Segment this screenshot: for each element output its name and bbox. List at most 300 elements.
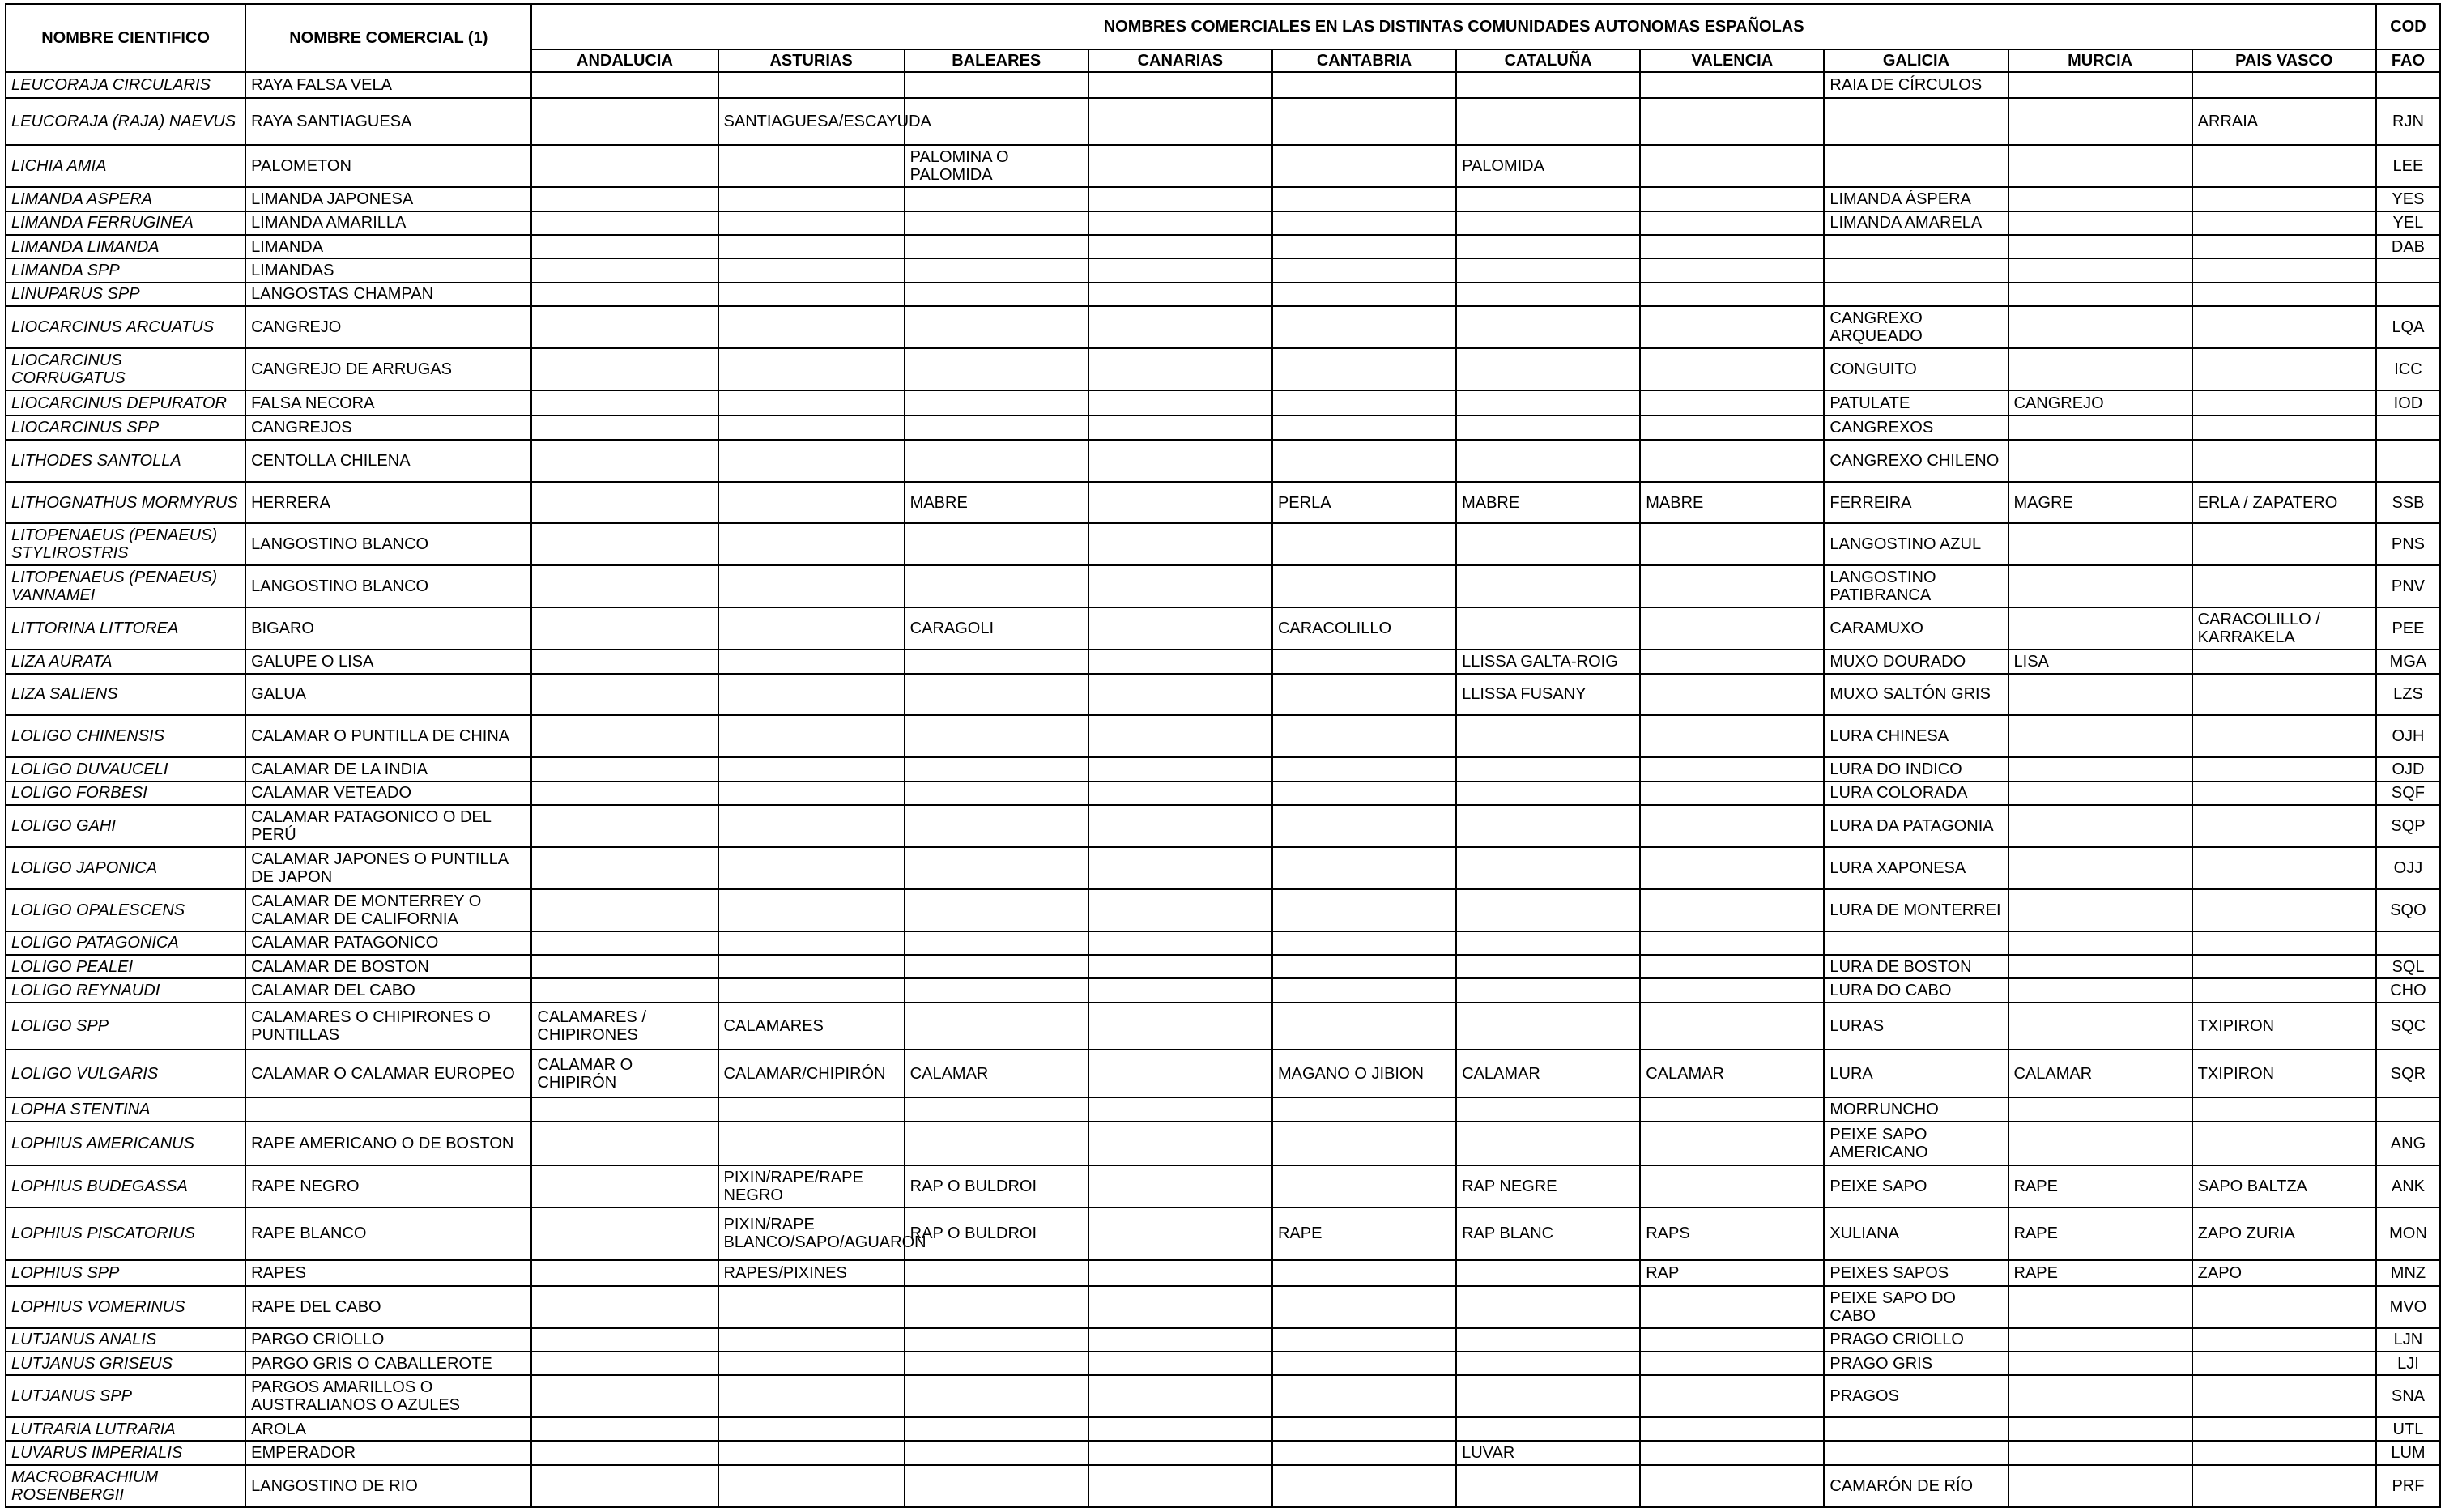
regional-name-cell: TXIPIRON [2192, 1003, 2376, 1050]
regional-name-cell [718, 1122, 905, 1165]
commercial-name-cell: LANGOSTINO DE RIO [245, 1465, 531, 1507]
table-row [6, 235, 2440, 258]
table-row [6, 757, 2440, 781]
regional-name-cell: CAMARÓN DE RÍO [1824, 1465, 2008, 1507]
regional-name-cell [2008, 978, 2192, 1002]
regional-name-cell [718, 390, 905, 416]
regional-name-cell [2008, 805, 2192, 847]
header-commercial-name: NOMBRE COMERCIAL (1) [245, 4, 531, 72]
commercial-name-cell: CALAMAR JAPONES O PUNTILLA DE JAPON [245, 847, 531, 889]
commercial-name-cell: CANGREJOS [245, 415, 531, 439]
regional-name-cell: MUXO DOURADO [1824, 650, 2008, 673]
commercial-name-cell: CALAMAR O PUNTILLA DE CHINA [245, 715, 531, 757]
regional-name-cell [1640, 235, 1824, 258]
regional-name-cell [1640, 1003, 1824, 1050]
regional-name-cell [2192, 931, 2376, 955]
regional-name-cell [2192, 565, 2376, 607]
regional-name-cell [1456, 1003, 1640, 1050]
regional-name-cell [905, 955, 1088, 978]
regional-name-cell [718, 607, 905, 650]
table-row [6, 1441, 2440, 1464]
regional-name-cell [905, 1352, 1088, 1375]
regional-name-cell [1640, 187, 1824, 211]
regional-name-cell [2192, 187, 2376, 211]
regional-name-cell: CONGUITO [1824, 348, 2008, 390]
regional-name-cell: PALOMIDA [1456, 145, 1640, 187]
regional-name-cell [1640, 955, 1824, 978]
regional-name-cell [905, 211, 1088, 235]
header-fao: FAO [2376, 49, 2440, 72]
regional-name-cell [531, 145, 718, 187]
regional-name-cell [531, 931, 718, 955]
regional-name-cell [1088, 650, 1272, 673]
fao-code-cell: SQP [2376, 805, 2440, 847]
commercial-name-cell: LANGOSTINO BLANCO [245, 565, 531, 607]
regional-name-cell [905, 757, 1088, 781]
regional-name-cell [1824, 235, 2008, 258]
fao-code-cell: MGA [2376, 650, 2440, 673]
regional-name-cell [1640, 440, 1824, 482]
regional-name-cell [1456, 187, 1640, 211]
regional-name-cell [1640, 1441, 1824, 1464]
regional-name-cell: RAP O BULDROI [905, 1207, 1088, 1260]
fao-code-cell: SQF [2376, 782, 2440, 805]
regional-name-cell [1640, 306, 1824, 348]
header-region: GALICIA [1824, 49, 2008, 72]
regional-name-cell [1088, 211, 1272, 235]
fao-code-cell: MON [2376, 1207, 2440, 1260]
scientific-name-cell: LUTJANUS GRISEUS [6, 1352, 245, 1375]
scientific-name-cell: LOLIGO CHINENSIS [6, 715, 245, 757]
regional-name-cell: MUXO SALTÓN GRIS [1824, 674, 2008, 716]
regional-name-cell [905, 782, 1088, 805]
table-row [6, 1417, 2440, 1441]
regional-name-cell [1640, 805, 1824, 847]
scientific-name-cell: LEUCORAJA CIRCULARIS [6, 72, 245, 98]
regional-name-cell [1456, 1286, 1640, 1328]
regional-name-cell [1640, 978, 1824, 1002]
regional-name-cell [1640, 1465, 1824, 1507]
regional-name-cell [905, 565, 1088, 607]
regional-name-cell: PIXIN/RAPE/RAPE NEGRO [718, 1165, 905, 1207]
scientific-name-cell: LIOCARCINUS DEPURATOR [6, 390, 245, 416]
header-region: ASTURIAS [718, 49, 905, 72]
regional-name-cell [1640, 715, 1824, 757]
table-row [6, 72, 2440, 98]
regional-name-cell [1824, 258, 2008, 282]
header-regional-names: NOMBRES COMERCIALES EN LAS DISTINTAS COMUNIDADES AUTONOMAS ESPAÑOLAS [531, 4, 2376, 49]
fao-code-cell: SQC [2376, 1003, 2440, 1050]
table-row [6, 98, 2440, 146]
regional-name-cell: CARACOLILLO [1272, 607, 1456, 650]
regional-name-cell [1088, 258, 1272, 282]
commercial-name-cell: RAPE AMERICANO O DE BOSTON [245, 1122, 531, 1165]
regional-name-cell: LLISSA FUSANY [1456, 674, 1640, 716]
regional-name-cell: PERLA [1272, 482, 1456, 524]
regional-name-cell [1640, 607, 1824, 650]
regional-name-cell [1088, 931, 1272, 955]
fao-code-cell: PNS [2376, 523, 2440, 565]
regional-name-cell [531, 1097, 718, 1121]
regional-name-cell [2192, 978, 2376, 1002]
regional-name-cell [1088, 715, 1272, 757]
regional-name-cell [2192, 674, 2376, 716]
regional-name-cell [2008, 847, 2192, 889]
regional-name-cell [1456, 211, 1640, 235]
regional-name-cell [1272, 440, 1456, 482]
regional-name-cell: CANGREXO ARQUEADO [1824, 306, 2008, 348]
table-row [6, 187, 2440, 211]
scientific-name-cell: LOLIGO VULGARIS [6, 1050, 245, 1097]
regional-name-cell [1640, 931, 1824, 955]
regional-name-cell [718, 715, 905, 757]
regional-name-cell [718, 258, 905, 282]
regional-name-cell: CALAMAR O CHIPIRÓN [531, 1050, 718, 1097]
regional-name-cell: CANGREXOS [1824, 415, 2008, 439]
regional-name-cell [1088, 1050, 1272, 1097]
regional-name-cell [1088, 1003, 1272, 1050]
regional-name-cell [1272, 715, 1456, 757]
table-row [6, 211, 2440, 235]
scientific-name-cell: LEUCORAJA (RAJA) NAEVUS [6, 98, 245, 146]
scientific-name-cell: LIOCARCINUS ARCUATUS [6, 306, 245, 348]
scientific-name-cell: LITOPENAEUS (PENAEUS) VANNAMEI [6, 565, 245, 607]
table-row [6, 1286, 2440, 1328]
regional-name-cell [718, 482, 905, 524]
regional-name-cell [1088, 482, 1272, 524]
regional-name-cell: CANGREJO [2008, 390, 2192, 416]
scientific-name-cell: LOLIGO REYNAUDI [6, 978, 245, 1002]
regional-name-cell [2008, 1286, 2192, 1328]
commercial-name-cell: CALAMARES O CHIPIRONES O PUNTILLAS [245, 1003, 531, 1050]
regional-name-cell [1824, 1441, 2008, 1464]
regional-name-cell: TXIPIRON [2192, 1050, 2376, 1097]
table-row [6, 1465, 2440, 1507]
regional-name-cell [531, 650, 718, 673]
regional-name-cell [1456, 757, 1640, 781]
regional-name-cell [2192, 283, 2376, 306]
regional-name-cell [2192, 650, 2376, 673]
table-row [6, 306, 2440, 348]
scientific-name-cell: LIMANDA LIMANDA [6, 235, 245, 258]
regional-name-cell [531, 1417, 718, 1441]
regional-name-cell [718, 782, 905, 805]
regional-name-cell [1088, 98, 1272, 146]
header-scientific-name: NOMBRE CIENTIFICO [6, 4, 245, 72]
table-row [6, 955, 2440, 978]
scientific-name-cell: LOLIGO OPALESCENS [6, 889, 245, 931]
regional-name-cell [1088, 1286, 1272, 1328]
regional-name-cell [2008, 1122, 2192, 1165]
regional-name-cell [531, 565, 718, 607]
regional-name-cell: PEIXE SAPO AMERICANO [1824, 1122, 2008, 1165]
regional-name-cell [1640, 1417, 1824, 1441]
regional-name-cell [2192, 440, 2376, 482]
regional-name-cell [531, 1165, 718, 1207]
commercial-name-cell: BIGARO [245, 607, 531, 650]
commercial-name-cell: RAYA FALSA VELA [245, 72, 531, 98]
commercial-name-cell: CALAMAR PATAGONICO [245, 931, 531, 955]
regional-name-cell [2008, 782, 2192, 805]
table-row [6, 1352, 2440, 1375]
regional-name-cell [1272, 565, 1456, 607]
regional-name-cell [1456, 258, 1640, 282]
regional-name-cell [1088, 1375, 1272, 1417]
fao-code-cell [2376, 415, 2440, 439]
table-row [6, 390, 2440, 416]
regional-name-cell [1272, 1165, 1456, 1207]
regional-name-cell [2192, 715, 2376, 757]
table-row [6, 1122, 2440, 1165]
commercial-name-cell: RAPE NEGRO [245, 1165, 531, 1207]
scientific-name-cell: MACROBRACHIUM ROSENBERGII [6, 1465, 245, 1507]
regional-name-cell [2192, 348, 2376, 390]
header-cod: COD [2376, 4, 2440, 49]
regional-name-cell [1640, 72, 1824, 98]
regional-name-cell [1088, 674, 1272, 716]
scientific-name-cell: LOPHIUS SPP [6, 1260, 245, 1286]
regional-name-cell: LUVAR [1456, 1441, 1640, 1464]
scientific-name-cell: LIZA AURATA [6, 650, 245, 673]
regional-name-cell [1272, 187, 1456, 211]
regional-name-cell [1272, 847, 1456, 889]
regional-name-cell: LURA DE MONTERREI [1824, 889, 2008, 931]
regional-name-cell [2192, 1122, 2376, 1165]
regional-name-cell [718, 72, 905, 98]
regional-name-cell [2192, 955, 2376, 978]
regional-name-cell: RAPE [2008, 1207, 2192, 1260]
regional-name-cell [1088, 440, 1272, 482]
regional-name-cell [1640, 674, 1824, 716]
header-region: CATALUÑA [1456, 49, 1640, 72]
regional-name-cell [718, 145, 905, 187]
regional-name-cell [2008, 715, 2192, 757]
regional-name-cell: LURA XAPONESA [1824, 847, 2008, 889]
fao-code-cell: UTL [2376, 1417, 2440, 1441]
regional-name-cell: CALAMAR [1456, 1050, 1640, 1097]
table-row [6, 565, 2440, 607]
regional-name-cell [531, 847, 718, 889]
table-row [6, 1165, 2440, 1207]
fao-code-cell: LZS [2376, 674, 2440, 716]
regional-name-cell [1088, 72, 1272, 98]
regional-name-cell [1088, 847, 1272, 889]
regional-name-cell: LIMANDA ÁSPERA [1824, 187, 2008, 211]
commercial-name-cell: GALUA [245, 674, 531, 716]
commercial-name-cell: RAYA SANTIAGUESA [245, 98, 531, 146]
regional-name-cell [1456, 415, 1640, 439]
regional-name-cell [1456, 1352, 1640, 1375]
regional-name-cell: CARAGOLI [905, 607, 1088, 650]
header-region: BALEARES [905, 49, 1088, 72]
regional-name-cell [1456, 390, 1640, 416]
regional-name-cell: MAGANO O JIBION [1272, 1050, 1456, 1097]
regional-name-cell [718, 1352, 905, 1375]
regional-name-cell: LURA COLORADA [1824, 782, 2008, 805]
regional-name-cell: MABRE [1456, 482, 1640, 524]
fao-code-cell [2376, 283, 2440, 306]
fao-code-cell [2376, 72, 2440, 98]
commercial-name-cell: PALOMETON [245, 145, 531, 187]
regional-name-cell [1640, 415, 1824, 439]
regional-name-cell [1088, 235, 1272, 258]
regional-name-cell [2192, 1286, 2376, 1328]
regional-name-cell [1088, 523, 1272, 565]
commercial-name-cell: CANGREJO [245, 306, 531, 348]
commercial-name-cell: CALAMAR VETEADO [245, 782, 531, 805]
table-row [6, 523, 2440, 565]
regional-name-cell: LURA DO INDICO [1824, 757, 2008, 781]
regional-name-cell [531, 348, 718, 390]
regional-name-cell [2008, 1328, 2192, 1352]
scientific-name-cell: LUTRARIA LUTRARIA [6, 1417, 245, 1441]
regional-name-cell [2008, 565, 2192, 607]
regional-name-cell [1088, 415, 1272, 439]
regional-name-cell [1272, 757, 1456, 781]
regional-name-cell [1824, 145, 2008, 187]
regional-name-cell: RAIA DE CÍRCULOS [1824, 72, 2008, 98]
regional-name-cell: SAPO BALTZA [2192, 1165, 2376, 1207]
regional-name-cell: LANGOSTINO AZUL [1824, 523, 2008, 565]
regional-name-cell [1272, 1328, 1456, 1352]
regional-name-cell [1640, 1286, 1824, 1328]
scientific-name-cell: LIMANDA SPP [6, 258, 245, 282]
regional-name-cell [905, 650, 1088, 673]
regional-name-cell [1272, 1375, 1456, 1417]
regional-name-cell [2008, 889, 2192, 931]
regional-name-cell [1088, 805, 1272, 847]
regional-name-cell [1640, 1328, 1824, 1352]
regional-name-cell [2008, 1417, 2192, 1441]
regional-name-cell [1272, 650, 1456, 673]
regional-name-cell [905, 258, 1088, 282]
regional-name-cell [2192, 847, 2376, 889]
regional-name-cell [1456, 1097, 1640, 1121]
regional-name-cell [1272, 348, 1456, 390]
regional-name-cell [1456, 1417, 1640, 1441]
regional-name-cell [1456, 978, 1640, 1002]
regional-name-cell [1640, 1122, 1824, 1165]
regional-name-cell [531, 1122, 718, 1165]
regional-name-cell [905, 674, 1088, 716]
regional-name-cell: LANGOSTINO PATIBRANCA [1824, 565, 2008, 607]
regional-name-cell [2192, 757, 2376, 781]
regional-name-cell [531, 306, 718, 348]
regional-name-cell [531, 72, 718, 98]
regional-name-cell [531, 607, 718, 650]
regional-name-cell [2192, 258, 2376, 282]
commercial-name-cell: CALAMAR O CALAMAR EUROPEO [245, 1050, 531, 1097]
header-region: VALENCIA [1640, 49, 1824, 72]
scientific-name-cell: LICHIA AMIA [6, 145, 245, 187]
regional-name-cell [1824, 283, 2008, 306]
regional-name-cell [2008, 955, 2192, 978]
regional-name-cell [531, 235, 718, 258]
regional-name-cell [2192, 306, 2376, 348]
regional-name-cell [718, 187, 905, 211]
regional-name-cell [718, 565, 905, 607]
regional-name-cell [2008, 145, 2192, 187]
regional-name-cell [1088, 1122, 1272, 1165]
regional-name-cell [531, 482, 718, 524]
regional-name-cell [2008, 607, 2192, 650]
regional-name-cell [1640, 757, 1824, 781]
regional-name-cell [1640, 258, 1824, 282]
table-row [6, 258, 2440, 282]
regional-name-cell [1640, 1165, 1824, 1207]
commercial-name-cell: GALUPE O LISA [245, 650, 531, 673]
regional-name-cell [718, 1286, 905, 1328]
regional-name-cell [1272, 283, 1456, 306]
regional-name-cell [718, 440, 905, 482]
commercial-name-cell: AROLA [245, 1417, 531, 1441]
scientific-name-cell: LOLIGO FORBESI [6, 782, 245, 805]
regional-name-cell [1272, 955, 1456, 978]
regional-name-cell: MORRUNCHO [1824, 1097, 2008, 1121]
regional-name-cell: ZAPO [2192, 1260, 2376, 1286]
table-row [6, 348, 2440, 390]
table-row [6, 782, 2440, 805]
fao-code-cell: LJN [2376, 1328, 2440, 1352]
regional-name-cell [905, 1286, 1088, 1328]
regional-name-cell [2192, 782, 2376, 805]
regional-name-cell [1456, 306, 1640, 348]
regional-name-cell: PIXIN/RAPE BLANCO/SAPO/AGUARON [718, 1207, 905, 1260]
regional-name-cell [2008, 1465, 2192, 1507]
regional-name-cell [2008, 674, 2192, 716]
scientific-name-cell: LITHODES SANTOLLA [6, 440, 245, 482]
fao-code-cell: SQL [2376, 955, 2440, 978]
regional-name-cell [718, 889, 905, 931]
regional-name-cell [531, 390, 718, 416]
regional-name-cell [1824, 931, 2008, 955]
regional-name-cell [1272, 1441, 1456, 1464]
regional-name-cell [2192, 390, 2376, 416]
regional-name-cell: PALOMINA O PALOMIDA [905, 145, 1088, 187]
regional-name-cell: CALAMAR [2008, 1050, 2192, 1097]
regional-name-cell [2008, 72, 2192, 98]
regional-name-cell [905, 348, 1088, 390]
regional-name-cell [1088, 1260, 1272, 1286]
regional-name-cell [1456, 523, 1640, 565]
regional-name-cell [2008, 523, 2192, 565]
regional-name-cell [2192, 523, 2376, 565]
commercial-name-cell: LANGOSTINO BLANCO [245, 523, 531, 565]
regional-name-cell [1088, 1417, 1272, 1441]
table-row [6, 1050, 2440, 1097]
regional-name-cell: CALAMARES [718, 1003, 905, 1050]
commercial-name-cell: RAPE BLANCO [245, 1207, 531, 1260]
commercial-name-cell [245, 1097, 531, 1121]
scientific-name-cell: LOLIGO GAHI [6, 805, 245, 847]
commercial-name-cell: CALAMAR PATAGONICO O DEL PERÚ [245, 805, 531, 847]
regional-name-cell: MAGRE [2008, 482, 2192, 524]
regional-name-cell [905, 283, 1088, 306]
table-row [6, 715, 2440, 757]
regional-name-cell [531, 211, 718, 235]
fao-code-cell: IOD [2376, 390, 2440, 416]
regional-name-cell [1272, 889, 1456, 931]
regional-name-cell: MABRE [1640, 482, 1824, 524]
regional-name-cell: ZAPO ZURIA [2192, 1207, 2376, 1260]
regional-name-cell: RAPS [1640, 1207, 1824, 1260]
fao-code-cell: SNA [2376, 1375, 2440, 1417]
regional-name-cell [2008, 258, 2192, 282]
regional-name-cell [1456, 1260, 1640, 1286]
regional-name-cell [1088, 187, 1272, 211]
scientific-name-cell: LITTORINA LITTOREA [6, 607, 245, 650]
regional-name-cell [1456, 348, 1640, 390]
